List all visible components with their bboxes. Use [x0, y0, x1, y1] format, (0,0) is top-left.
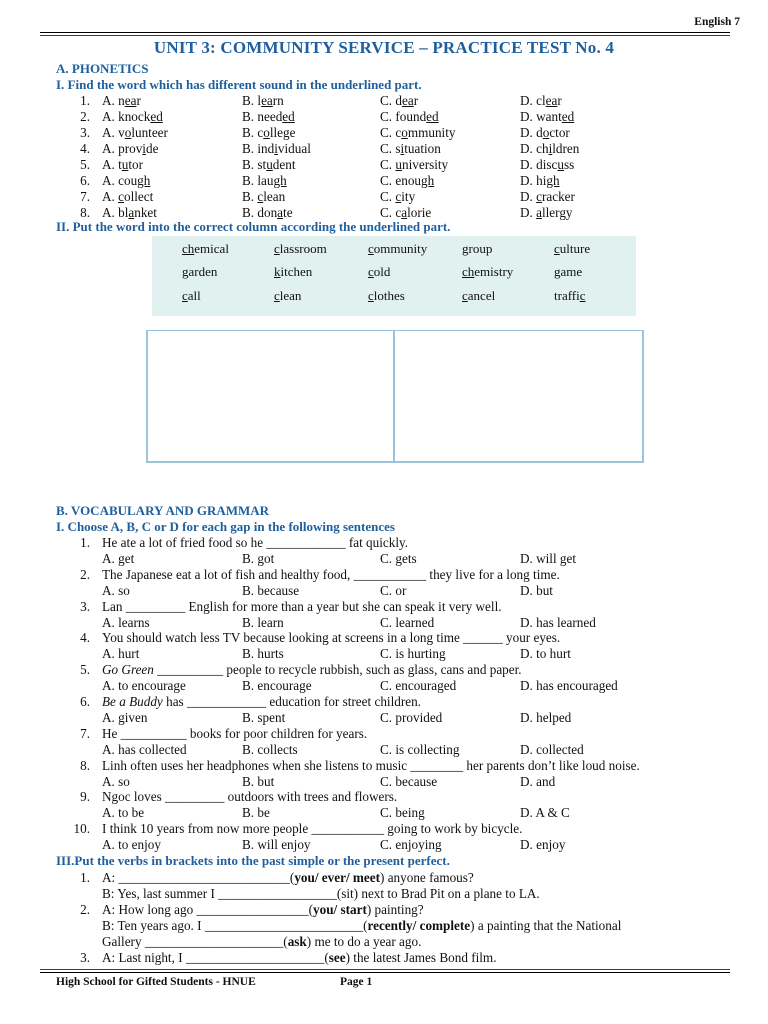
- word-part: emical: [194, 241, 229, 256]
- answer-option[interactable]: C. is collecting: [380, 741, 460, 757]
- item-number: 8.: [80, 205, 90, 220]
- answer-option[interactable]: B. because: [242, 582, 300, 598]
- line-text: B: Ten years ago. I ________________________(: [102, 918, 368, 933]
- verb-hint: you/ start: [313, 902, 367, 917]
- word-bank-item: [462, 264, 513, 280]
- question-number: 5.: [80, 662, 90, 678]
- underlined-part: c: [395, 189, 402, 204]
- word-part: llege: [269, 125, 296, 140]
- question-body: He ate a lot of fried food so he ____________ fat quickly.: [102, 535, 409, 550]
- question-body: Linh often uses her headphones when she listens to music ________ her parents don’t like loud noise.: [102, 757, 640, 773]
- option-d[interactable]: [520, 173, 560, 189]
- answer-option[interactable]: D. A & C: [520, 805, 570, 821]
- underlined-part: u: [121, 157, 129, 172]
- sort-table[interactable]: [146, 330, 644, 463]
- question-number: 6.: [80, 694, 90, 709]
- word-part: lorie: [407, 205, 432, 220]
- footer-rule-2: [40, 972, 730, 973]
- option-b[interactable]: [242, 141, 311, 157]
- word-part: C.: [380, 157, 396, 172]
- organization-name: Go Green: [102, 662, 154, 678]
- item-number: 7.: [80, 189, 90, 204]
- line-text: Gallery _____________________(: [102, 934, 288, 949]
- question-body: He __________ books for poor children for years.: [102, 725, 368, 741]
- item-number: 2.: [80, 902, 90, 917]
- word-part: D. ch: [520, 141, 549, 156]
- underlined-part: a: [277, 205, 284, 220]
- word-bank-item: [182, 288, 201, 304]
- option-c[interactable]: [380, 189, 415, 205]
- word-part: lean: [279, 288, 302, 303]
- dialogue-line: [102, 902, 424, 918]
- word-part: C. found: [380, 109, 427, 124]
- line-text: A: How long ago _________________(: [102, 902, 313, 917]
- word-part: B. don: [242, 205, 278, 220]
- header-rule-1: [40, 32, 730, 33]
- answer-option[interactable]: D. has learned: [520, 614, 596, 630]
- word-part: r: [557, 93, 562, 108]
- question-body: You should watch less TV because looking at screens in a long time ______ your eyes.: [102, 630, 561, 646]
- underlined-part: c: [462, 288, 468, 303]
- option-c[interactable]: [380, 109, 439, 125]
- dialogue-line: [102, 918, 621, 934]
- verb-hint: ask: [287, 934, 307, 949]
- answer-option[interactable]: A. learns: [102, 614, 150, 630]
- word-part: ommunity: [373, 241, 428, 256]
- word-part: B. ind: [242, 141, 275, 156]
- option-b[interactable]: [242, 157, 296, 173]
- word-part: ity: [401, 189, 416, 204]
- item-number: 2.: [80, 109, 90, 124]
- answer-option[interactable]: B. learn: [242, 614, 284, 630]
- word-part: tuation: [404, 141, 441, 156]
- word-part: llergy: [541, 205, 573, 220]
- underlined-part: gh: [421, 173, 435, 188]
- option-d[interactable]: [520, 93, 562, 109]
- option-a[interactable]: [102, 125, 168, 141]
- word-part: r: [136, 93, 141, 108]
- underlined-part: i: [548, 141, 553, 156]
- line-text: ) me to do a year ago.: [306, 934, 422, 949]
- word-part: dent: [272, 157, 296, 172]
- word-part: C. s: [380, 141, 401, 156]
- phonetics-row: [0, 125, 768, 141]
- word-part: ame: [560, 264, 583, 279]
- word-bank: [152, 236, 636, 316]
- word-part: B. l: [242, 93, 262, 108]
- answer-option[interactable]: A. so: [102, 773, 130, 789]
- word-bank-item: [274, 241, 327, 257]
- underlined-part: k: [274, 264, 281, 279]
- footer-page-number: Page 1: [340, 976, 373, 988]
- word-part: A. bl: [102, 205, 129, 220]
- underlined-part: i: [400, 141, 405, 156]
- word-part: D.: [520, 189, 537, 204]
- underlined-part: c: [182, 288, 188, 303]
- line-text: ) anyone famous?: [380, 870, 474, 885]
- question-text: [102, 694, 421, 710]
- word-part: B. need: [242, 109, 283, 124]
- option-a[interactable]: [102, 93, 141, 109]
- option-d[interactable]: [520, 189, 575, 205]
- word-part: A.: [102, 189, 119, 204]
- underlined-part: ea: [261, 93, 273, 108]
- underlined-part: gh: [546, 173, 560, 188]
- word-part: all: [187, 288, 201, 303]
- word-part: B. lau: [242, 173, 274, 188]
- word-part: A. knock: [102, 109, 151, 124]
- answer-option[interactable]: C. because: [380, 773, 438, 789]
- answer-option[interactable]: B. hurts: [242, 646, 284, 662]
- word-part: ollect: [123, 189, 154, 204]
- question-text: [102, 662, 522, 678]
- answer-option[interactable]: C. or: [380, 582, 407, 598]
- option-a[interactable]: [102, 189, 153, 205]
- option-a[interactable]: [102, 173, 150, 189]
- option-d[interactable]: [520, 125, 570, 141]
- word-part: ctor: [549, 125, 570, 140]
- answer-option[interactable]: C. being: [380, 805, 425, 821]
- word-bank-item: [182, 241, 229, 257]
- word-bank-item: [182, 264, 217, 280]
- phonetics-row: [0, 141, 768, 157]
- underlined-part: c: [579, 288, 586, 303]
- question-number: 8.: [80, 757, 90, 773]
- question-body: I think 10 years from now more people ___________ going to work by bicycle.: [102, 821, 523, 837]
- question-text: [102, 535, 408, 551]
- question-number: 9.: [80, 789, 90, 805]
- word-part: D. hi: [520, 173, 547, 188]
- option-a[interactable]: [102, 141, 158, 157]
- option-c[interactable]: [380, 173, 434, 189]
- word-bank-item: [368, 241, 427, 257]
- word-part: ulture: [559, 241, 591, 256]
- word-part: ancel: [467, 288, 496, 303]
- question-body: Ngoc loves _________ outdoors with trees and flowers.: [102, 789, 398, 805]
- word-part: A. cou: [102, 173, 138, 188]
- word-part: lassroom: [279, 241, 327, 256]
- word-bank-item: [554, 241, 590, 257]
- word-bank-item: [554, 264, 582, 280]
- underlined-part: a: [536, 205, 542, 220]
- underlined-part: gh: [273, 173, 287, 188]
- item-number: 5.: [80, 157, 90, 172]
- underlined-part: c: [368, 241, 374, 256]
- answer-option[interactable]: B. encourage: [242, 678, 312, 694]
- word-bank-item: [368, 264, 390, 280]
- word-part: D. want: [520, 109, 562, 124]
- word-part: nket: [134, 205, 157, 220]
- word-part: lunteer: [131, 125, 168, 140]
- answer-option[interactable]: D. and: [520, 773, 556, 789]
- underlined-part: g: [182, 264, 189, 279]
- underlined-part: ed: [282, 109, 295, 124]
- word-part: A. v: [102, 125, 125, 140]
- verb-hint: you/ ever/ meet: [294, 870, 381, 885]
- word-part: ss: [563, 157, 575, 172]
- underlined-part: c: [257, 189, 264, 204]
- line-text: ) a painting that the National: [470, 918, 622, 933]
- answer-option[interactable]: D. collected: [520, 741, 584, 757]
- answer-option[interactable]: C. is hurting: [380, 646, 446, 662]
- option-a[interactable]: [102, 157, 143, 173]
- item-number: 3.: [80, 125, 90, 140]
- word-part: D. disc: [520, 157, 558, 172]
- word-part: racker: [541, 189, 575, 204]
- part-2-instruction: II. Put the word into the correct column according the underlined part.: [56, 219, 451, 234]
- word-part: te: [283, 205, 293, 220]
- word-part: r: [413, 93, 419, 108]
- option-c[interactable]: [380, 157, 448, 173]
- underlined-part: ea: [124, 93, 137, 108]
- option-b[interactable]: [242, 173, 287, 189]
- answer-option[interactable]: A. to be: [102, 805, 145, 821]
- part-1-instruction: I. Find the word which has different sound in the underlined part.: [56, 77, 422, 92]
- answer-option[interactable]: C. gets: [380, 551, 417, 566]
- question-text: [102, 726, 367, 742]
- answer-option[interactable]: C. enjoying: [380, 837, 442, 853]
- answer-option[interactable]: A. hurt: [102, 646, 140, 662]
- underlined-part: g: [554, 264, 561, 279]
- dialogue-line: B: Yes, last summer I __________________(sit) next to Brad Pit on a plane to LA.: [102, 886, 540, 901]
- subject-header: English 7: [694, 16, 740, 28]
- dialogue-line: [102, 950, 497, 966]
- mcq-instruction: I. Choose A, B, C or D for each gap in the following sentences: [56, 519, 395, 534]
- underlined-part: c: [368, 264, 374, 279]
- word-bank-item: [462, 241, 492, 257]
- question-text: [102, 599, 502, 615]
- answer-option[interactable]: A. to enjoy: [102, 837, 161, 853]
- section-b-heading: B. VOCABULARY AND GRAMMAR: [56, 503, 270, 518]
- word-part: de: [145, 141, 159, 156]
- underlined-part: ea: [401, 93, 414, 108]
- answer-option[interactable]: A. so: [102, 582, 130, 598]
- underlined-part: i: [142, 141, 146, 156]
- answer-option[interactable]: A. has collected: [102, 741, 187, 757]
- option-a[interactable]: [102, 109, 163, 125]
- option-c[interactable]: [380, 141, 441, 157]
- footer-rule-1: [40, 969, 730, 970]
- underlined-part: o: [124, 125, 132, 140]
- underlined-part: i: [274, 141, 278, 156]
- line-text: ) painting?: [366, 902, 424, 917]
- phonetics-row: [0, 157, 768, 173]
- word-part: C.: [380, 189, 396, 204]
- underlined-part: ed: [426, 109, 439, 124]
- word-part: A. n: [102, 93, 125, 108]
- underlined-part: ch: [182, 241, 195, 256]
- question-number: 10.: [73, 821, 90, 837]
- answer-option[interactable]: B. but: [242, 773, 275, 789]
- word-part: D. cl: [520, 93, 546, 108]
- word-part: C. enou: [380, 173, 422, 188]
- answer-option[interactable]: D. has encouraged: [520, 678, 618, 694]
- answer-option[interactable]: A. given: [102, 710, 148, 725]
- option-d[interactable]: [520, 205, 573, 221]
- word-part: C. d: [380, 93, 402, 108]
- question-number: 7.: [80, 725, 90, 741]
- underlined-part: u: [395, 157, 402, 172]
- dialogue-line: [102, 934, 421, 950]
- word-part: roup: [468, 241, 493, 256]
- underlined-part: o: [542, 125, 550, 140]
- answer-option[interactable]: B. spent: [242, 710, 286, 725]
- answer-option[interactable]: D. but: [520, 582, 553, 598]
- item-number: 1.: [80, 93, 90, 108]
- word-part: ldren: [552, 141, 580, 156]
- page-title: UNIT 3: COMMUNITY SERVICE – PRACTICE TEST No. 4: [153, 38, 615, 57]
- option-b[interactable]: [242, 93, 284, 109]
- phonetics-row: [0, 109, 768, 125]
- word-part: mmunity: [407, 125, 456, 140]
- word-bank-item: [368, 288, 405, 304]
- section-a-heading: A. PHONETICS: [56, 61, 149, 76]
- line-text: A: Last night, I _____________________(: [102, 950, 329, 965]
- organization-name: Be a Buddy: [102, 694, 163, 709]
- word-part: A. prov: [102, 141, 143, 156]
- verb-hint: recently/ complete: [367, 918, 471, 933]
- question-body: The Japanese eat a lot of fish and healthy food, ___________ they live for a long time.: [102, 566, 560, 582]
- word-part: rn: [272, 93, 284, 108]
- underlined-part: o: [401, 125, 408, 140]
- question-text: [102, 630, 560, 646]
- answer-option[interactable]: B. collects: [242, 741, 298, 757]
- option-d[interactable]: [520, 109, 574, 125]
- item-number: 1.: [80, 870, 90, 885]
- word-bank-item: [274, 288, 301, 304]
- option-c[interactable]: [380, 125, 455, 141]
- answer-option[interactable]: B. got: [242, 551, 275, 566]
- underlined-part: c: [274, 241, 280, 256]
- word-part: emistry: [474, 264, 514, 279]
- underlined-part: c: [368, 288, 374, 303]
- answer-option[interactable]: C. learned: [380, 614, 435, 630]
- option-b[interactable]: [242, 109, 295, 125]
- word-part: A. t: [102, 157, 122, 172]
- answer-option[interactable]: D. will get: [520, 551, 577, 566]
- sort-table-divider: [393, 330, 395, 461]
- word-bank-item: [554, 288, 586, 304]
- underlined-part: g: [462, 241, 469, 256]
- phonetics-row: [0, 189, 768, 205]
- word-part: niversity: [401, 157, 449, 172]
- word-part: B.: [242, 189, 258, 204]
- word-part: vidual: [277, 141, 311, 156]
- option-c[interactable]: [380, 93, 418, 109]
- word-part: D. d: [520, 125, 543, 140]
- word-part: B. c: [242, 125, 264, 140]
- underlined-part: ed: [150, 109, 163, 124]
- underlined-part: c: [554, 241, 560, 256]
- word-part: traffi: [554, 288, 580, 303]
- header-rule-2: [40, 35, 730, 36]
- footer-school: High School for Gifted Students - HNUE: [56, 976, 256, 988]
- underlined-part: c: [536, 189, 542, 204]
- question-text: [102, 567, 560, 583]
- word-part: arden: [188, 264, 218, 279]
- answer-option[interactable]: D. helped: [520, 710, 572, 725]
- question-number: 1.: [80, 535, 90, 550]
- option-d[interactable]: [520, 157, 574, 173]
- dialogue-line: [102, 870, 474, 886]
- answer-option[interactable]: B. be: [242, 805, 270, 821]
- underlined-part: ea: [545, 93, 558, 108]
- underlined-part: gh: [137, 173, 151, 188]
- underlined-part: c: [118, 189, 124, 204]
- word-part: C. c: [380, 205, 402, 220]
- question-text: [102, 758, 640, 774]
- answer-option[interactable]: A. get: [102, 551, 135, 566]
- underlined-part: ch: [462, 264, 475, 279]
- verbs-instruction: III.Put the verbs in brackets into the past simple or the present perfect.: [56, 853, 450, 868]
- option-b[interactable]: [242, 189, 285, 205]
- question-number: 2.: [80, 566, 90, 582]
- item-number: 4.: [80, 141, 90, 156]
- question-body: __________ people to recycle rubbish, such as glass, cans and paper.: [153, 662, 522, 678]
- option-d[interactable]: [520, 141, 579, 157]
- question-number: 4.: [80, 630, 90, 646]
- phonetics-row: [0, 173, 768, 189]
- underlined-part: c: [274, 288, 280, 303]
- question-number: 3.: [80, 598, 90, 614]
- option-b[interactable]: [242, 125, 295, 141]
- underlined-part: o: [263, 125, 270, 140]
- word-part: lean: [263, 189, 286, 204]
- question-body: has ____________ education for street children.: [162, 694, 421, 709]
- word-part: B. st: [242, 157, 267, 172]
- line-text: ) the latest James Bond film.: [345, 950, 497, 965]
- word-part: tor: [128, 157, 144, 172]
- item-number: 3.: [80, 950, 90, 965]
- answer-option[interactable]: B. will enjoy: [242, 837, 311, 853]
- word-bank-item: [274, 264, 312, 280]
- underlined-part: a: [128, 205, 135, 220]
- verb-hint: see: [328, 950, 346, 965]
- underlined-part: u: [557, 157, 564, 172]
- phonetics-row: [0, 93, 768, 109]
- answer-option[interactable]: C. provided: [380, 710, 443, 725]
- word-part: old: [373, 264, 391, 279]
- word-part: D.: [520, 205, 537, 220]
- underlined-part: u: [266, 157, 273, 172]
- underlined-part: a: [401, 205, 408, 220]
- item-number: 6.: [80, 173, 90, 188]
- word-bank-item: [462, 288, 495, 304]
- underlined-part: ed: [561, 109, 575, 124]
- question-body: Lan _________ English for more than a year but she can speak it very well.: [102, 598, 502, 614]
- line-text: A: __________________________(: [102, 870, 295, 885]
- question-text: [102, 789, 397, 805]
- answer-option[interactable]: A. to encourage: [102, 678, 186, 694]
- answer-option[interactable]: C. encouraged: [380, 678, 457, 694]
- answer-option[interactable]: D. enjoy: [520, 837, 566, 853]
- answer-option[interactable]: D. to hurt: [520, 646, 571, 662]
- question-text: [102, 821, 522, 837]
- word-part: C. c: [380, 125, 402, 140]
- word-part: lothes: [373, 288, 405, 303]
- word-part: itchen: [280, 264, 313, 279]
